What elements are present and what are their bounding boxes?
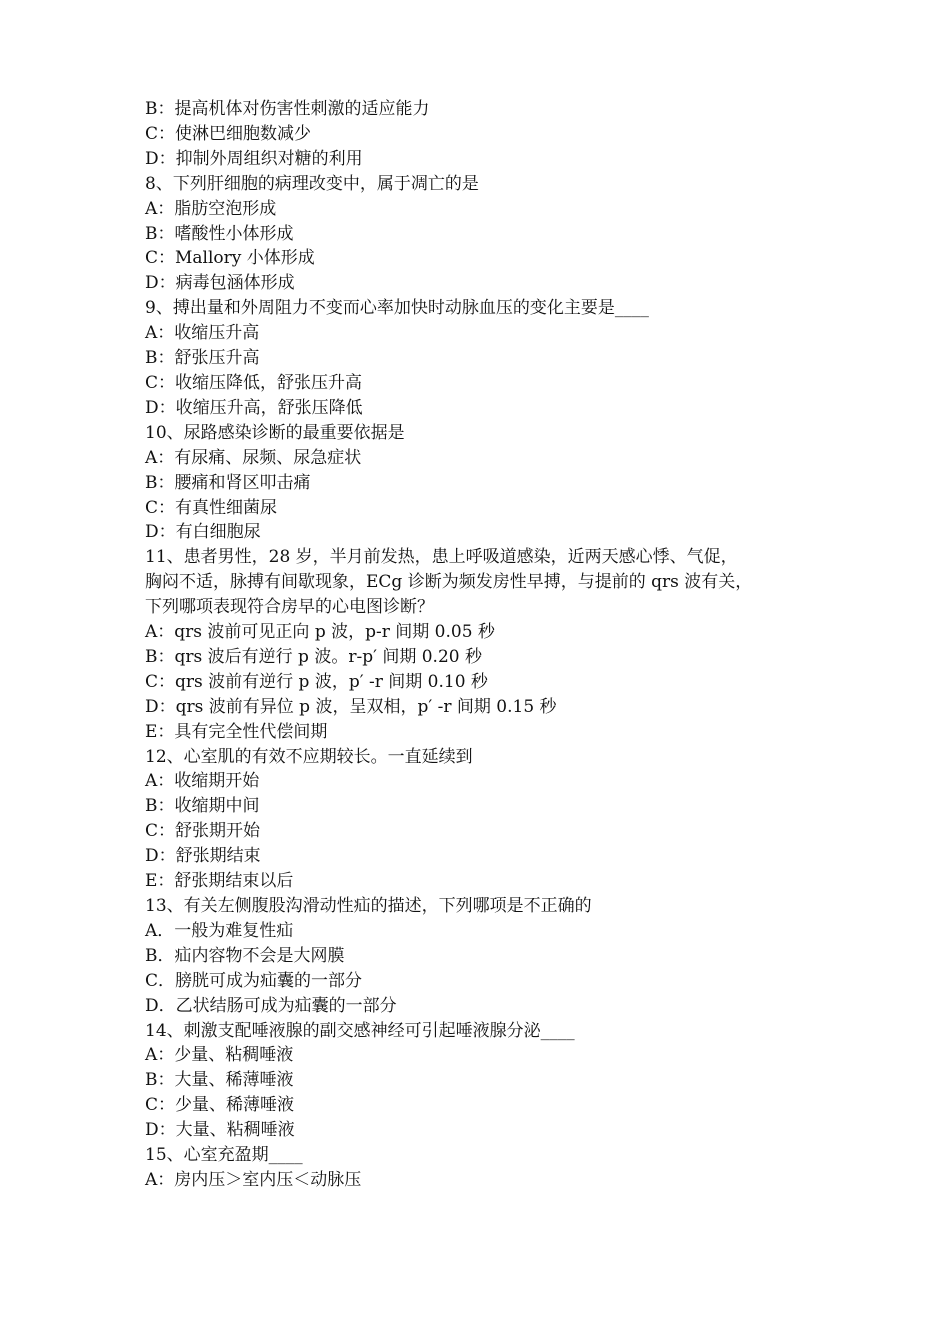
question-13: 13、有关左侧腹股沟滑动性疝的描述，下列哪项是不正确的: [145, 896, 592, 916]
option-line: A：qrs 波前可见正向 p 波，p-r 间期 0.05 秒: [145, 622, 495, 643]
option-line: D：有白细胞尿: [145, 522, 261, 543]
option-line: B：大量、稀薄唾液: [145, 1070, 294, 1091]
option-line: D：舒张期结束: [145, 846, 261, 867]
option-line: A．一般为难复性疝: [145, 920, 294, 941]
option-line: C．膀胱可成为疝囊的一部分: [145, 970, 363, 991]
option-line: D：病毒包涵体形成: [145, 273, 295, 294]
question-12: 12、心室肌的有效不应期较长。一直延续到: [145, 746, 473, 767]
option-line: E：舒张期结束以后: [145, 871, 294, 892]
option-line: C：Mallory 小体形成: [145, 248, 315, 269]
option-line: C：qrs 波前有逆行 p 波，p′ -r 间期 0.10 秒: [145, 671, 488, 692]
question-15: 15、心室充盈期____: [145, 1145, 303, 1166]
option-line: B：舒张压升高: [145, 348, 260, 369]
option-line: C：使淋巴细胞数减少: [145, 123, 312, 144]
option-line: B：嗜酸性小体形成: [145, 223, 294, 244]
question-14: 14、刺激支配唾液腺的副交感神经可引起唾液腺分泌____: [145, 1020, 575, 1041]
option-line: C：舒张期开始: [145, 821, 261, 842]
question-11: 11、患者男性，28 岁，半月前发热，患上呼吸道感染，近两天感心悸、气促，: [145, 547, 738, 568]
option-line: D．乙状结肠可成为疝囊的一部分: [145, 995, 397, 1016]
option-line: A：有尿痛、尿频、尿急症状: [145, 447, 362, 468]
option-line: A：少量、粘稠唾液: [145, 1045, 294, 1066]
question-9: 9、搏出量和外周阻力不变而心率加快时动脉血压的变化主要是____: [145, 298, 649, 319]
option-line: B：qrs 波后有逆行 p 波。r-p′ 间期 0.20 秒: [145, 646, 482, 667]
option-line: E：具有完全性代偿间期: [145, 721, 328, 742]
option-line: A：房内压＞室内压＜动脉压: [145, 1169, 362, 1190]
option-line: B：提高机体对伤害性刺激的适应能力: [145, 99, 430, 119]
option-line: B：收缩期中间: [145, 796, 260, 817]
option-line: D：qrs 波前有异位 p 波，呈双相，p′ -r 间期 0.15 秒: [145, 696, 557, 717]
option-line: B：腰痛和肾区叩击痛: [145, 472, 311, 493]
question-8: 8、下列肝细胞的病理改变中，属于凋亡的是: [145, 173, 479, 194]
option-line: A：收缩压升高: [145, 323, 260, 344]
option-line: A：收缩期开始: [145, 771, 260, 792]
document-body: [145, 97, 825, 1193]
option-line: B．疝内容物不会是大网膜: [145, 945, 345, 966]
option-line: D：大量、粘稠唾液: [145, 1120, 295, 1141]
option-line: C：有真性细菌尿: [145, 497, 278, 518]
option-line: D：收缩压升高，舒张压降低: [145, 397, 363, 418]
option-line: C：少量、稀薄唾液: [145, 1095, 295, 1116]
option-line: D：抑制外周组织对糖的利用: [145, 148, 363, 169]
question-11-continued: 下列哪项表现符合房早的心电图诊断？: [145, 597, 434, 618]
question-11-continued: 胸闷不适，脉搏有间歇现象，ECg 诊断为频发房性早搏，与提前的 qrs 波有关，: [145, 572, 753, 593]
option-line: A：脂肪空泡形成: [145, 198, 277, 219]
option-line: C：收缩压降低，舒张压升高: [145, 372, 363, 393]
question-10: 10、尿路感染诊断的最重要依据是: [145, 422, 405, 443]
